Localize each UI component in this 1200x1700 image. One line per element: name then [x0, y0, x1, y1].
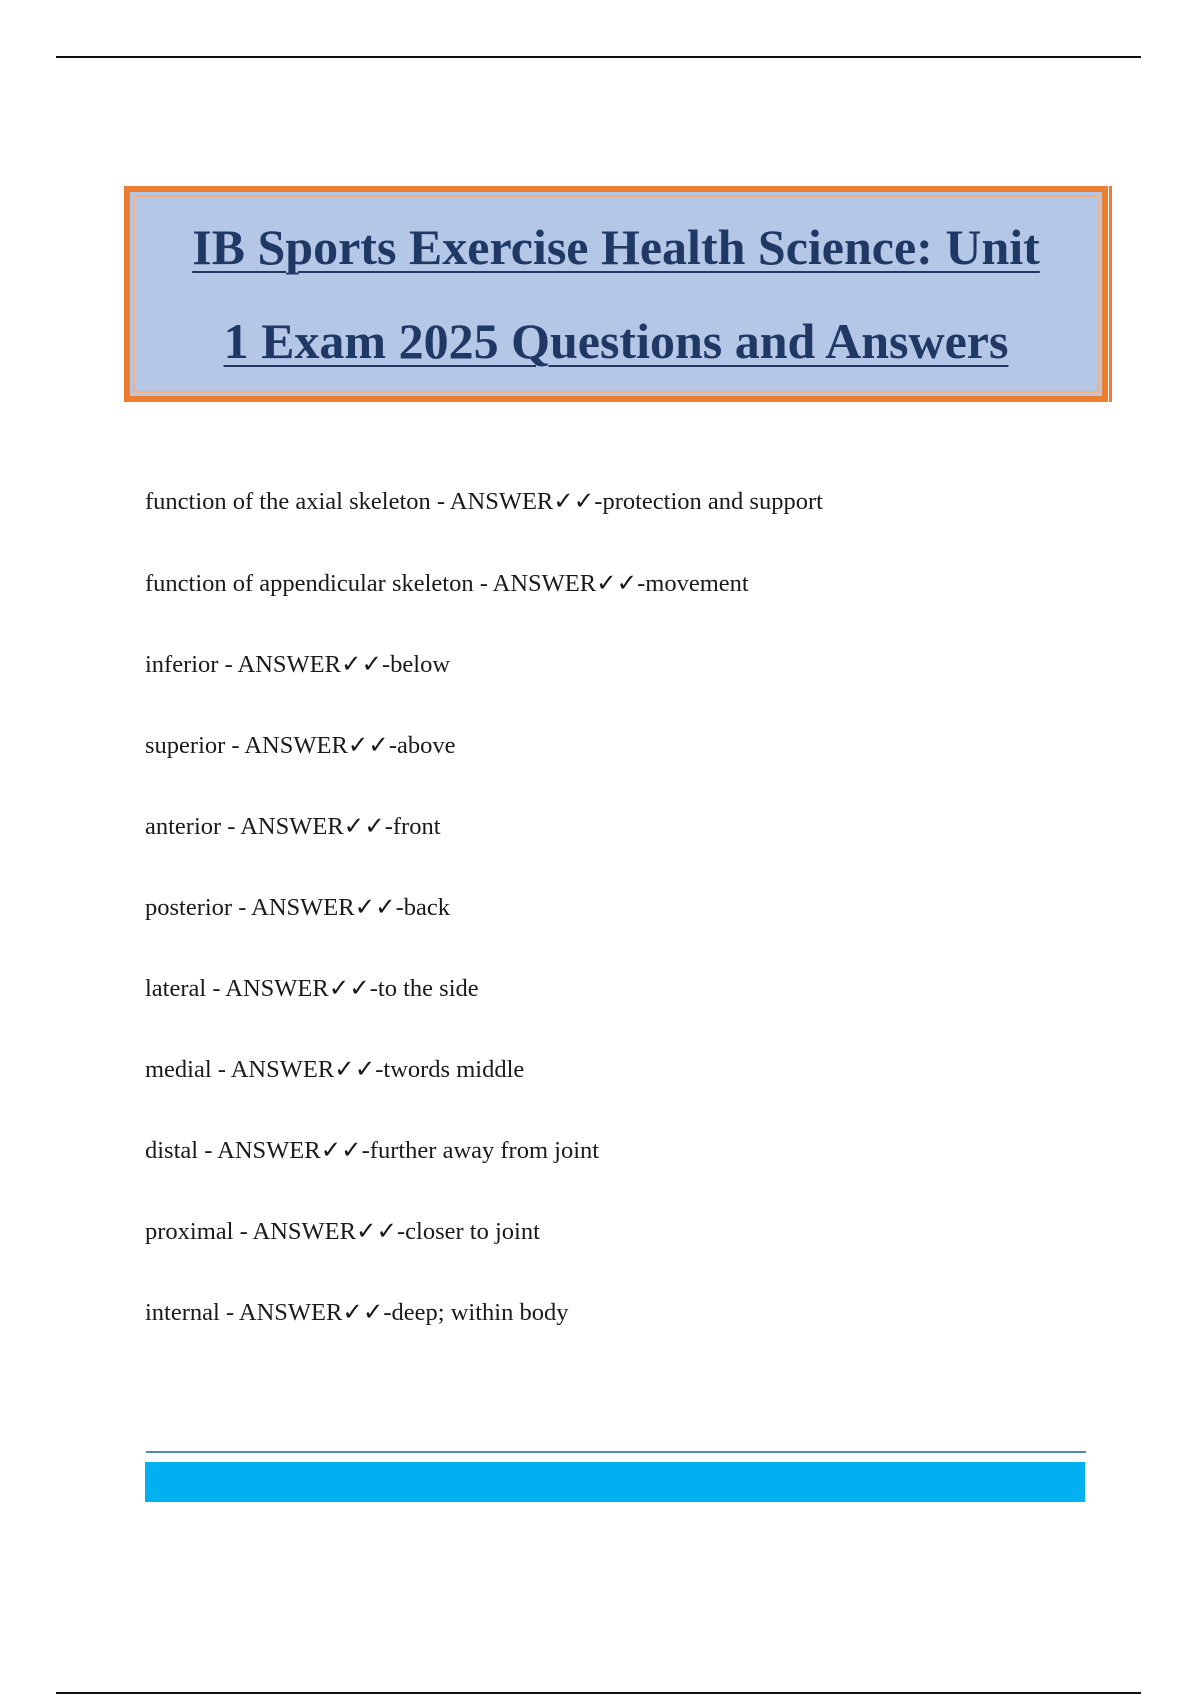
title-line-1: IB Sports Exercise Health Science: Unit: [192, 219, 1040, 275]
qa-item: proximal - ANSWER✓✓-closer to joint: [145, 1218, 540, 1245]
qa-item: lateral - ANSWER✓✓-to the side: [145, 975, 479, 1002]
qa-item: medial - ANSWER✓✓-twords middle: [145, 1056, 525, 1083]
qa-item: superior - ANSWER✓✓-above: [145, 732, 456, 759]
qa-item: function of the axial skeleton - ANSWER✓✓-protection and support: [145, 488, 823, 515]
title-line-2: 1 Exam 2025 Questions and Answers: [223, 313, 1009, 369]
footer-divider: [146, 1451, 1086, 1453]
qa-item: anterior - ANSWER✓✓-front: [145, 813, 441, 840]
qa-item: internal - ANSWER✓✓-deep; within body: [145, 1299, 569, 1326]
qa-item: distal - ANSWER✓✓-further away from joint: [145, 1137, 600, 1164]
header-rule: [56, 56, 1141, 58]
footer-rule: [56, 1692, 1141, 1694]
qa-item: posterior - ANSWER✓✓-back: [145, 894, 451, 921]
footer-bar: [145, 1462, 1085, 1502]
qa-item: function of appendicular skeleton - ANSWER✓✓-movement: [145, 570, 749, 597]
title-box: [124, 186, 1108, 402]
qa-item: inferior - ANSWER✓✓-below: [145, 651, 451, 678]
